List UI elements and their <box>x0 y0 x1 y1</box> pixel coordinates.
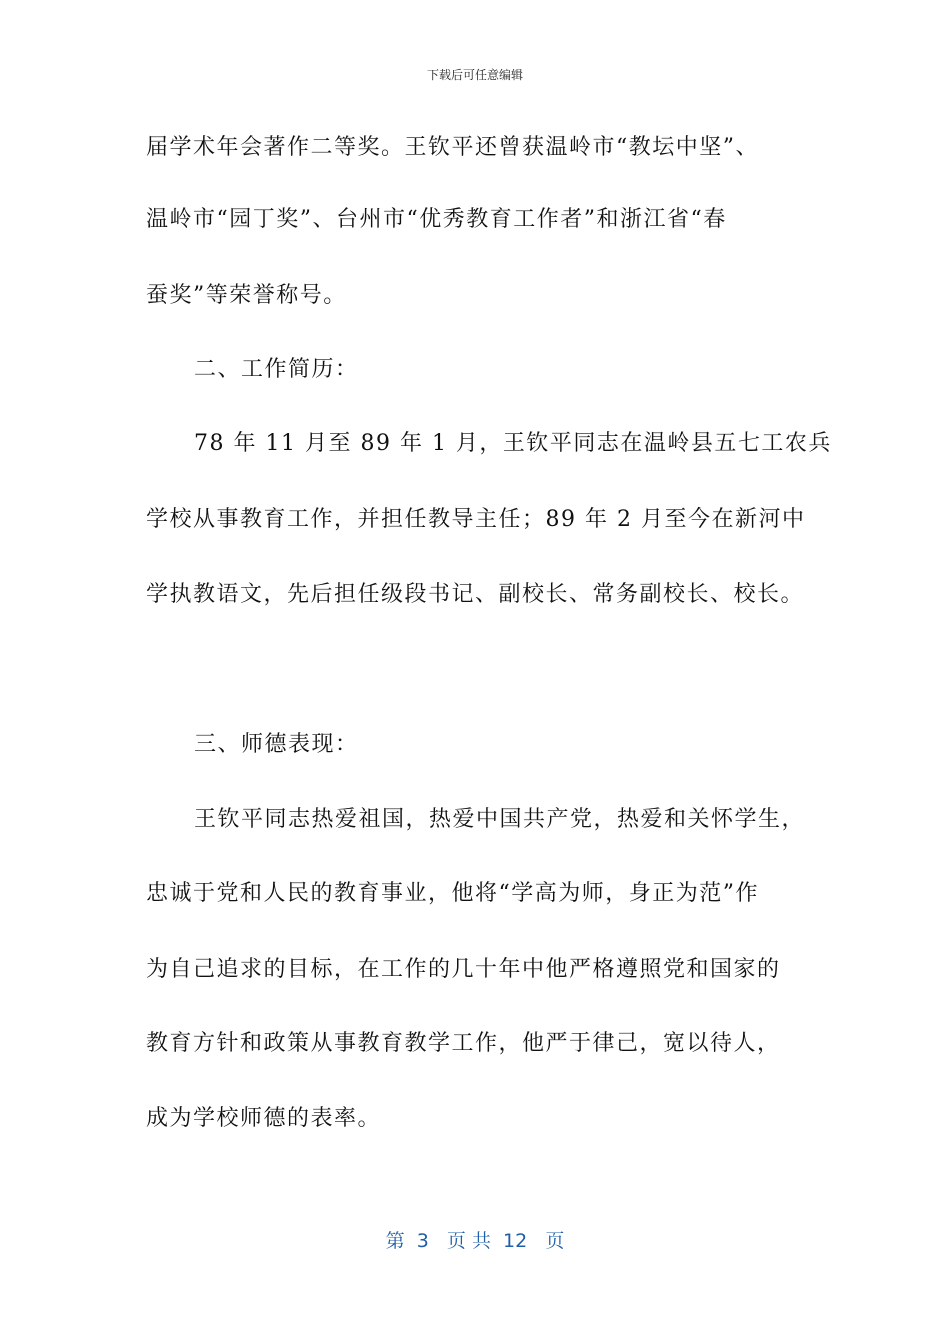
body-line: 学校从事教育工作，并担任教导主任；89 年 2 月至今在新河中 <box>146 507 806 532</box>
body-line: 蚕奖”等荣誉称号。 <box>146 283 347 308</box>
body-line: 忠诚于党和人民的教育事业，他将“学高为师，身正为范”作 <box>146 881 759 906</box>
section-heading: 二、工作简历： <box>194 357 359 382</box>
body-line: 温岭市“园丁奖”、台州市“优秀教育工作者”和浙江省“春 <box>146 207 727 232</box>
body-line: 届学术年会著作二等奖。王钦平还曾获温岭市“教坛中坚”、 <box>146 135 759 160</box>
body-line: 王钦平同志热爱祖国，热爱中国共产党，热爱和关怀学生， <box>194 807 806 832</box>
page-footer: 第 3 页 共 12 页 <box>385 1230 565 1252</box>
body-line: 成为学校师德的表率。 <box>146 1106 382 1131</box>
section-heading: 三、师德表现： <box>194 732 359 757</box>
body-line: 78 年 11 月至 89 年 1 月，王钦平同志在温岭县五七工农兵 <box>194 431 832 456</box>
body-line: 学执教语文，先后担任级段书记、副校长、常务副校长、校长。 <box>146 582 805 607</box>
body-line: 为自己追求的目标，在工作的几十年中他严格遵照党和国家的 <box>146 957 781 982</box>
body-line: 教育方针和政策从事教育教学工作，他严于律己，宽以待人， <box>146 1031 781 1056</box>
page-header: 下载后可任意编辑 <box>426 68 523 82</box>
